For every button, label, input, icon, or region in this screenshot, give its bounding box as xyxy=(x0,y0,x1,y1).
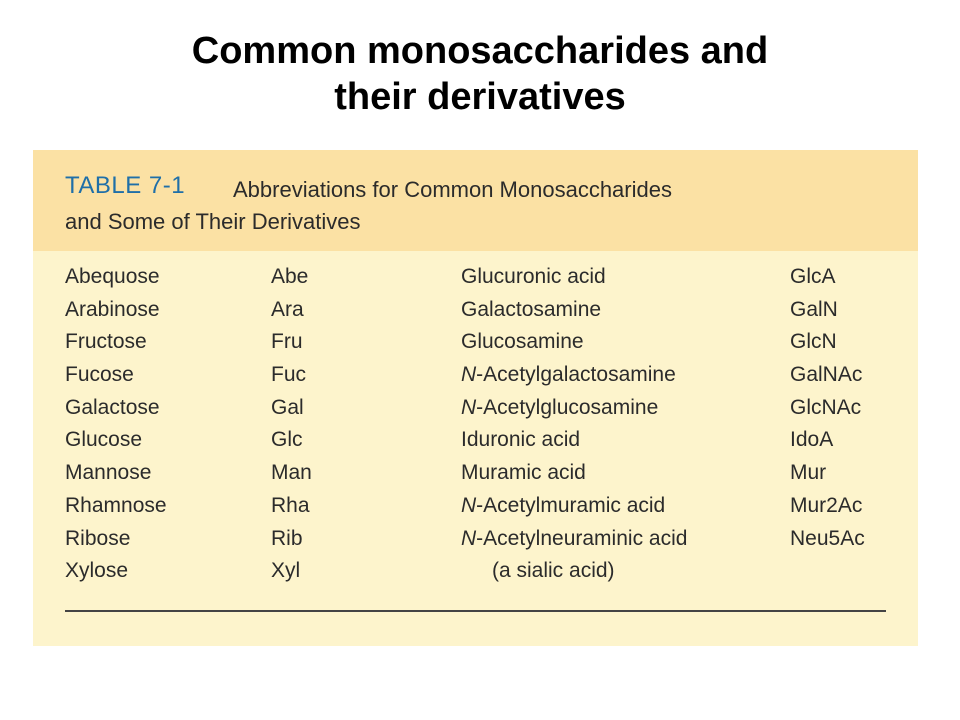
derivative-abbreviation: GalN xyxy=(790,297,838,321)
table-row xyxy=(33,524,918,557)
derivative-abbreviation: GlcN xyxy=(790,330,837,354)
monosaccharide-abbreviation: Glc xyxy=(271,428,303,452)
monosaccharide-name: Arabinose xyxy=(65,297,160,321)
derivative-abbreviation: GalNAc xyxy=(790,363,863,387)
monosaccharide-name: Mannose xyxy=(65,461,152,485)
table-number: TABLE 7-1 xyxy=(65,172,186,199)
derivative-abbreviation: Mur2Ac xyxy=(790,493,863,517)
derivative-name xyxy=(492,556,615,586)
table-header xyxy=(33,150,918,251)
monosaccharide-abbreviation: Xyl xyxy=(271,559,301,583)
monosaccharide-abbreviation: Gal xyxy=(271,395,304,419)
monosaccharide-name: Xylose xyxy=(65,559,129,583)
derivative-name xyxy=(461,491,665,521)
slide-title-line-1: Common monosaccharides and xyxy=(191,30,769,72)
derivative-prefix: N xyxy=(461,526,477,550)
derivative-name xyxy=(461,458,586,488)
monosaccharide-abbreviation: Fru xyxy=(271,330,303,354)
derivative-name xyxy=(461,393,658,423)
monosaccharide-abbreviation: Rib xyxy=(271,526,303,550)
table-caption xyxy=(65,174,765,238)
derivative-name xyxy=(461,295,601,325)
derivative-name xyxy=(461,327,584,357)
monosaccharide-name: Ribose xyxy=(65,526,131,550)
monosaccharide-abbreviation: Fuc xyxy=(271,363,307,387)
derivative-abbreviation: GlcNAc xyxy=(790,395,862,419)
derivative-abbreviation: Mur xyxy=(790,461,827,485)
derivative-name xyxy=(461,360,676,390)
monosaccharide-name: Fructose xyxy=(65,330,147,354)
table-row xyxy=(33,295,918,328)
table-body xyxy=(33,262,918,589)
derivative-abbreviation: IdoA xyxy=(790,428,834,452)
derivative-name-text: Muramic acid xyxy=(461,461,586,485)
table-row xyxy=(33,393,918,426)
table-row xyxy=(33,262,918,295)
slide-title xyxy=(0,28,960,120)
monosaccharide-name: Glucose xyxy=(65,428,143,452)
derivative-name-text: -Acetylneuraminic acid xyxy=(476,526,688,550)
derivative-name-text: -Acetylmuramic acid xyxy=(476,493,666,517)
derivative-name-text: (a sialic acid) xyxy=(492,559,615,583)
table-row xyxy=(33,491,918,524)
monosaccharide-name: Galactose xyxy=(65,395,160,419)
monosaccharide-abbreviation: Man xyxy=(271,461,312,485)
slide-title-line-2: their derivatives xyxy=(334,76,626,118)
monosaccharide-abbreviation: Abe xyxy=(271,265,309,288)
table-row xyxy=(33,458,918,491)
derivative-prefix: N xyxy=(461,493,477,517)
table-row xyxy=(33,327,918,360)
derivative-name-text: Galactosamine xyxy=(461,297,602,321)
table-row xyxy=(33,425,918,458)
monosaccharide-name: Rhamnose xyxy=(65,493,167,517)
derivative-name-text: Glucosamine xyxy=(461,330,584,354)
table-row xyxy=(33,556,918,589)
table-caption-line-2: and Some of Their Derivatives xyxy=(65,209,361,234)
table-row xyxy=(33,360,918,393)
derivative-abbreviation: GlcA xyxy=(790,265,836,288)
derivative-name-text: -Acetylgalactosamine xyxy=(476,363,676,387)
monosaccharide-abbreviation: Ara xyxy=(271,297,304,321)
derivative-prefix: N xyxy=(461,363,477,387)
monosaccharide-abbreviation: Rha xyxy=(271,493,310,517)
derivative-abbreviation: Neu5Ac xyxy=(790,526,865,550)
table-caption-line-1: Abbreviations for Common Monosaccharides xyxy=(233,177,672,202)
derivative-name xyxy=(461,425,580,455)
table-bottom-rule xyxy=(65,610,886,612)
derivative-name-text: Glucuronic acid xyxy=(461,265,606,288)
monosaccharide-name: Fucose xyxy=(65,363,134,387)
derivative-name xyxy=(461,524,687,554)
monosaccharide-name: Abequose xyxy=(65,265,160,288)
derivative-name-text: Iduronic acid xyxy=(461,428,581,452)
derivative-prefix: N xyxy=(461,395,477,419)
derivative-name-text: -Acetylglucosamine xyxy=(476,395,659,419)
abbreviations-table xyxy=(33,150,918,646)
derivative-name xyxy=(461,262,606,292)
